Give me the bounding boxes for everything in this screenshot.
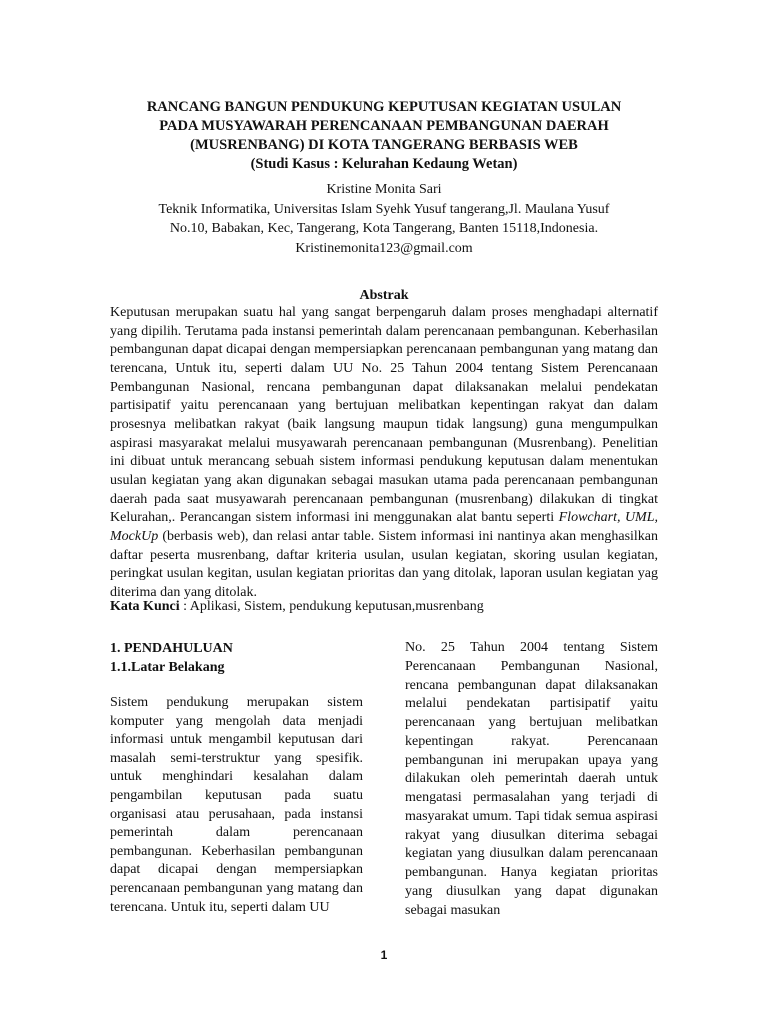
title-subtitle: (Studi Kasus : Kelurahan Kedaung Wetan): [250, 156, 518, 172]
left-column-text: Sistem pendukung merupakan sistem komputer yang mengolah data menjadi informasi untuk mengambil keputusan dari masalah semi-terstruktur yang spesifik. untuk menghindari kesalahan dalam pengambilan keputusan pada suatu organisasi atau perusahaan, pada instansi pemerintah dalam perencanaan pembangunan. Keberhasilan pembangunan dapat dicapai dengan mempersiapkan perencanaan pembangunan yang matang dan terencana. Untuk itu, seperti dalam UU: [110, 695, 363, 915]
keywords: [110, 598, 658, 616]
right-column-text: No. 25 Tahun 2004 tentang Sistem Perencanaan Pembangunan Nasional, rencana pembangunan dapat dilaksanakan melalui pendekatan partisipatif yaitu perencanaan yang bertujuan melibatkan kepentingan rakyat. Perencanaan pembangunan ini merupakan upaya yang dilakukan oleh pemerintah daerah untuk mengatasi permasalahan yang terjadi di masyarakat umum. Tapi tidak semua aspirasi rakyat yang diusulkan diterima sebagai kegiatan yang diusulkan dalam perencanaan pembangunan. Hanya kegiatan prioritas yang diusulkan yang dapat digunakan sebagai masukan: [405, 640, 658, 918]
paper-title: [100, 98, 668, 174]
author-email: Kristinemonita123@gmail.com: [295, 240, 473, 256]
keywords-label: Kata Kunci: [110, 599, 180, 614]
abstract-body: [110, 304, 658, 603]
section-heading: 1. PENDAHULUAN: [110, 641, 233, 656]
author-name: Kristine Monita Sari: [326, 182, 442, 197]
page-number: 1: [380, 948, 388, 962]
subsection-heading: 1.1.Latar Belakang: [110, 660, 225, 675]
title-line: RANCANG BANGUN PENDUKUNG KEPUTUSAN KEGIATAN USULAN: [146, 99, 622, 115]
left-column: [110, 639, 363, 917]
affiliation-line: Teknik Informatika, Universitas Islam Syehk Yusuf tangerang,Jl. Maulana Yusuf: [158, 201, 610, 217]
abstract-text: Keputusan merupakan suatu hal yang sangat berpengaruh dalam proses menghadapi alternatif yang dipilih. Terutama pada instansi pemerintah dalam perencanaan pembangunan. Keberhasilan pembangunan dapat dicapai dengan mempersiapkan perencanaan pembangunan yang matang dan terencana, Untuk itu, seperti dalam UU No. 25 Tahun 2004 tentang Sistem Perencanaan Pembangunan Nasional, rencana pembangunan dapat dilaksanakan melalui pendekatan partisipatif yaitu perencanaan yang bertujuan melibatkan kepentingan rakyat dan dalam prosesnya melibatkan rakyat (baik langsung maupun tidak langsung) guna mengumpulkan aspirasi masyarakat melalui musyawarah perencanaan pembangunan (Musrenbang). Penelitian ini dibuat untuk merancang sebuah sistem informasi pendukung keputusan dalam menentukan usulan kegiatan yang akan digunakan sebagai masukan utama pada perencanaan pembangunan daerah pada saat musyawarah perencanaan pembangunan (musrenbang) dilakukan di tingkat Kelurahan,. Perancangan sistem informasi ini menggunakan alat bantu seperti: [110, 305, 658, 526]
abstract-heading: Abstrak: [359, 288, 409, 303]
affiliation-line: No.10, Babakan, Kec, Tangerang, Kota Tangerang, Banten 15118,Indonesia.: [169, 221, 599, 236]
title-line: PADA MUSYAWARAH PERENCANAAN PEMBANGUNAN DAERAH: [159, 118, 609, 134]
title-line: (MUSRENBANG) DI KOTA TANGERANG BERBASIS WEB: [190, 137, 578, 153]
abstract-italic-text: Flowchart, UML, MockUp: [110, 510, 659, 544]
keywords-text: : Aplikasi, Sistem, pendukung keputusan,musrenbang: [183, 599, 484, 614]
abstract-text-end: (berbasis web), dan relasi antar table. Sistem informasi ini nantinya akan menghasilkan daftar peserta musrenbang, daftar kriteria usulan, usulan kegiatan, skoring usulan kegiatan, peringkat usulan kegitan, usulan kegiatan prioritas dan yang ditolak, laporan usulan kegiatan yag diterima dan yang ditolak.: [110, 528, 659, 600]
author-block: [90, 180, 678, 258]
